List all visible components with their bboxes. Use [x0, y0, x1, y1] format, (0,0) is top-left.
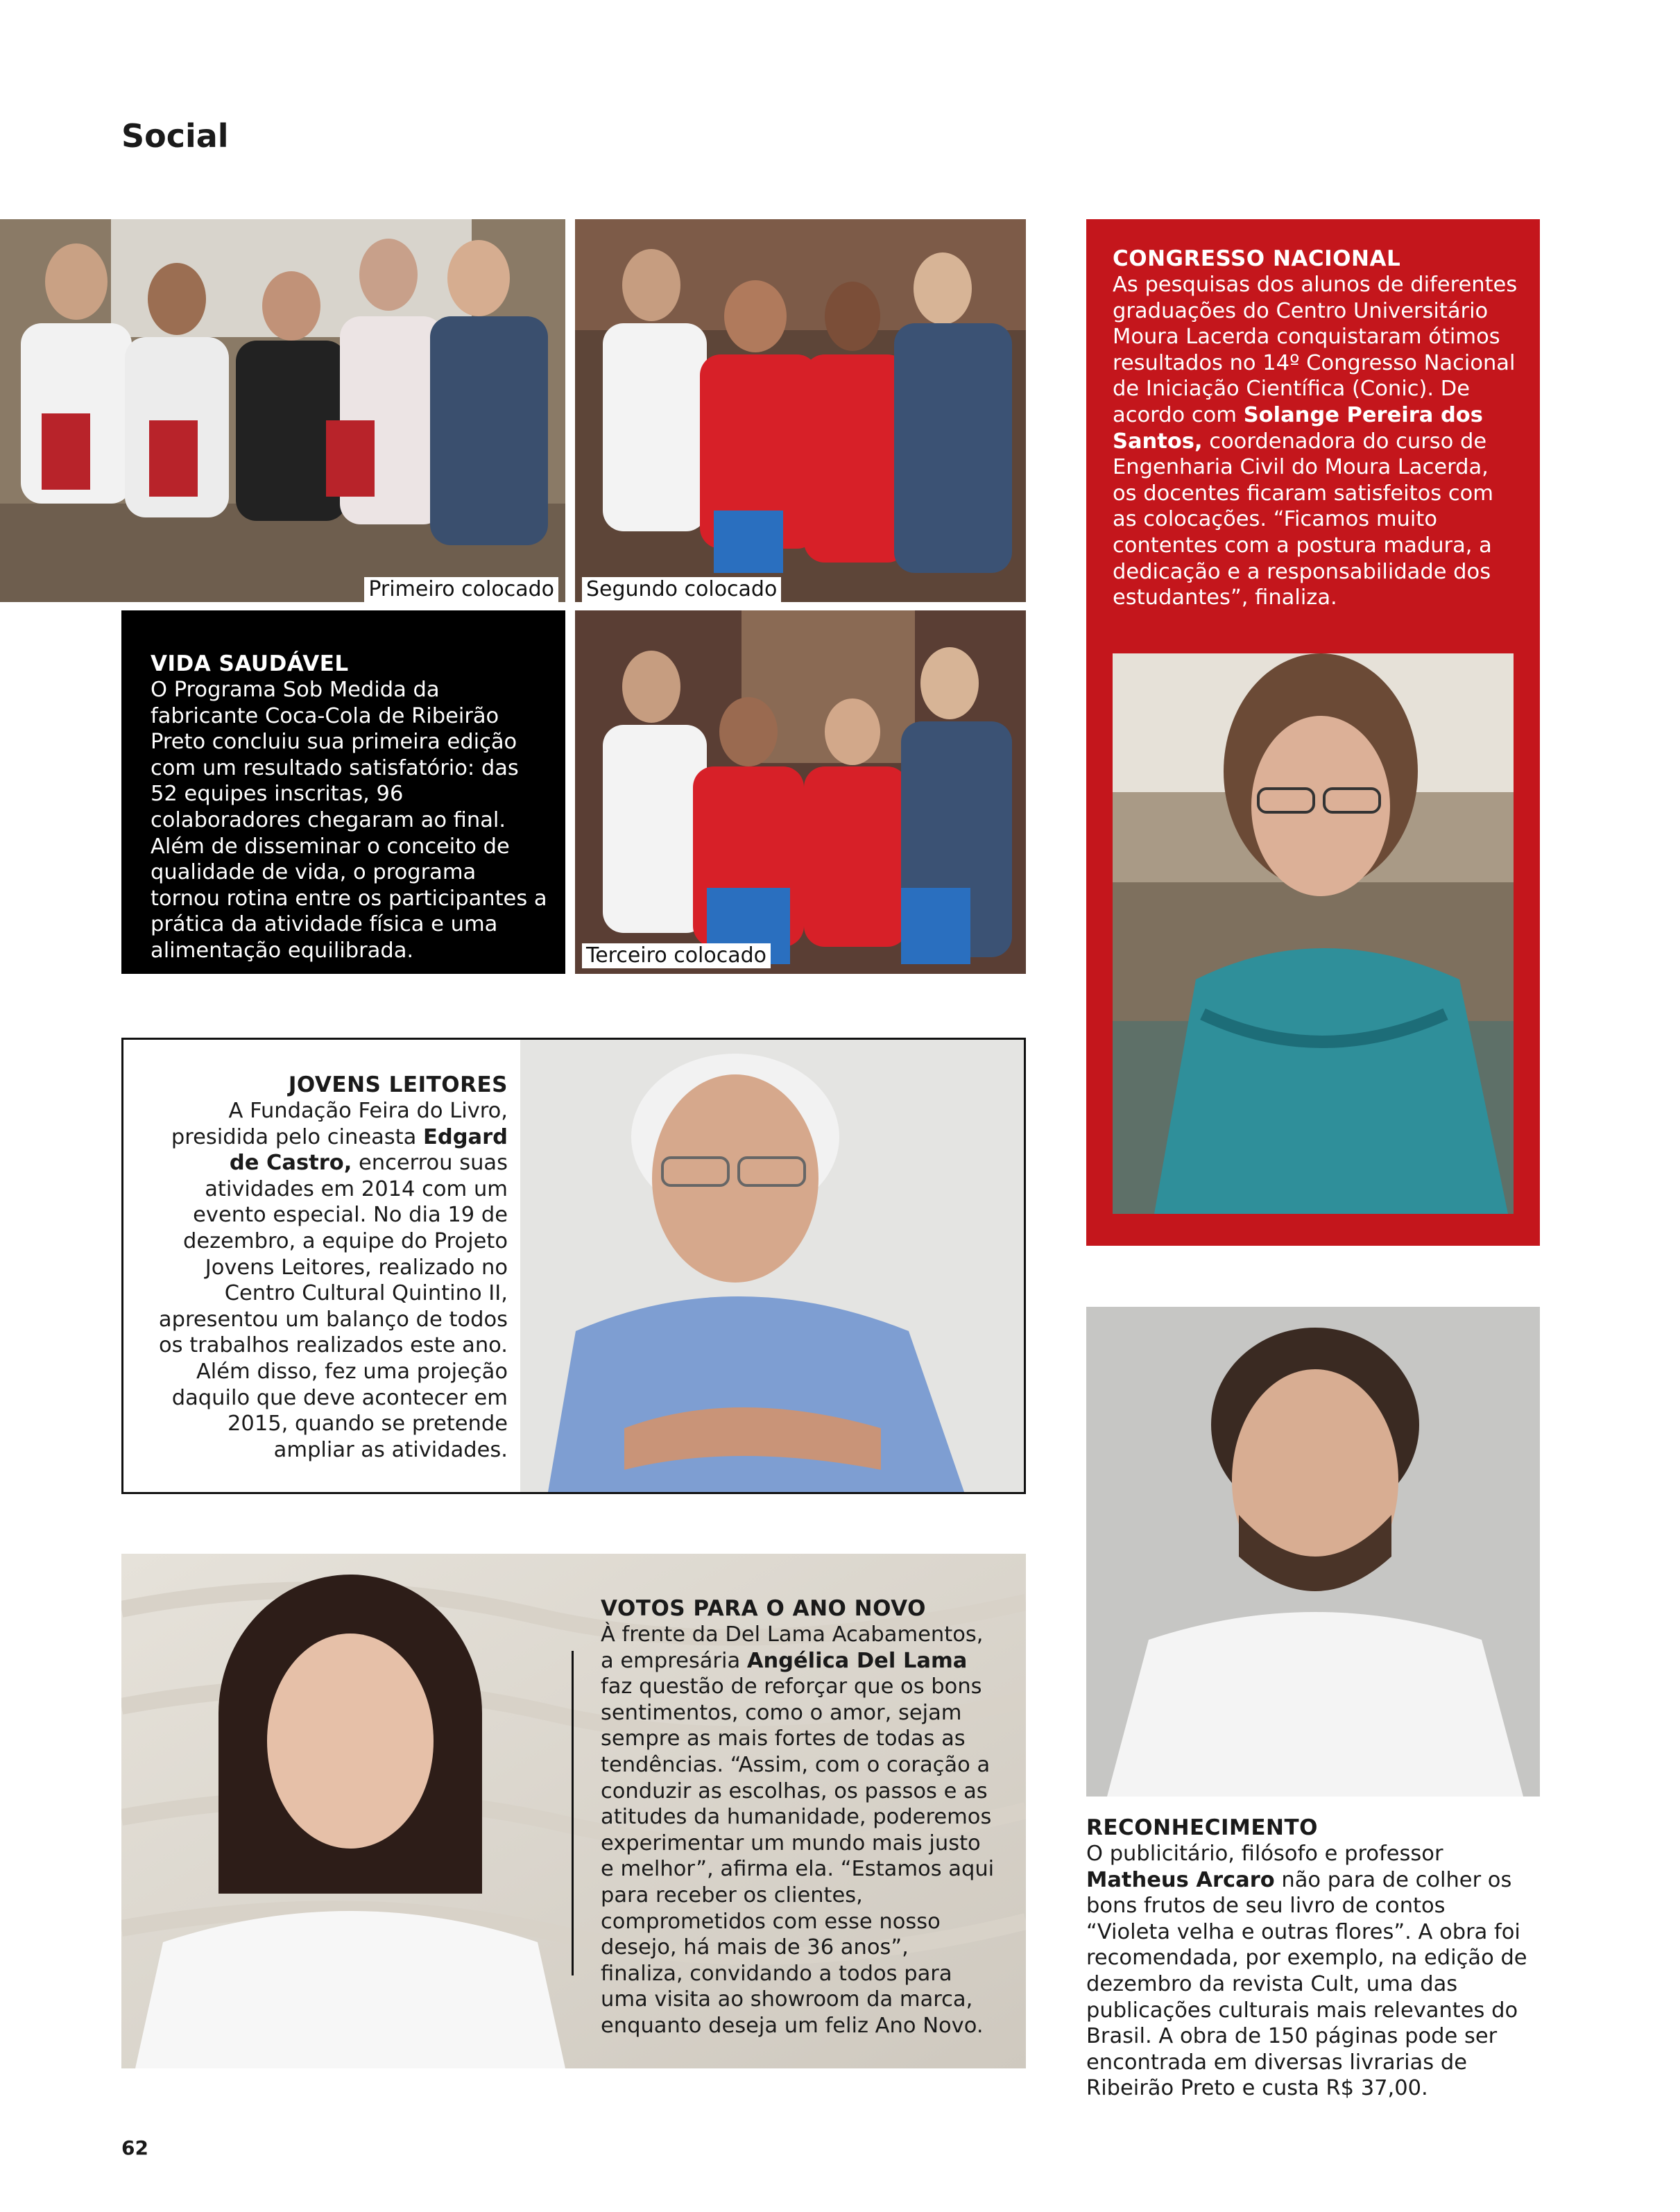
photo-second-place	[575, 219, 1026, 602]
caption-second-place: Segundo colocado	[582, 577, 781, 602]
votos-text-2: faz questão de reforçar que os bons sentimentos, como o amor, sejam sempre as mais fortes de todas as tendências. “Assim, com o coração a conduzir as escolhas, os passos e as atitudes da humanidade, poderemos experimentar um mundo mais justo e melhor”, afirma ela. “Estamos aqui para receber os clientes, comprometidos com esse nosso desejo, há mais de 36 anos”, finaliza, convidando a todos para uma visita ao showroom da marca, enquanto deseja um feliz Ano Novo.	[601, 1674, 995, 2038]
votos-name: Angélica Del Lama	[746, 1648, 968, 1673]
page-number: 62	[121, 2136, 148, 2159]
vida-saudavel-text: O Programa Sob Medida da fabricante Coca-Cola de Ribeirão Preto concluiu sua primeira edição com um resultado satisfatório: das 52 equipes inscritas, 96 colaboradores chegaram ao final. Além de disseminar o conceito de qualidade de vida, o programa tornou rotina entre os participantes a prática da atividade física e uma alimentação equilibrada.	[151, 678, 547, 963]
jovens-leitores-text-1: A Fundação Feira do Livro, presidida pelo cineasta	[171, 1099, 508, 1149]
congresso-text-2: coordenadora do curso de Engenharia Civil do Moura Lacerda, os docentes ficaram satisfeitos com as colocações. “Ficamos muito contentes com a postura madura, a dedicação e a responsabilidade dos estudantes”, finaliza.	[1113, 429, 1493, 610]
photo-matheus	[1086, 1307, 1540, 1797]
jovens-leitores-name: Edgard de Castro,	[229, 1124, 508, 1176]
section-header: Social	[121, 117, 229, 155]
jovens-leitores-box	[121, 1038, 1026, 1494]
congresso-title: CONGRESSO NACIONAL	[1113, 246, 1401, 271]
votos-text	[601, 1622, 995, 2039]
jovens-leitores-text	[144, 1098, 508, 1463]
votos-divider	[572, 1651, 574, 1975]
congresso-box	[1086, 219, 1540, 1246]
caption-third-place: Terceiro colocado	[582, 943, 771, 968]
vida-saudavel-box	[121, 610, 565, 974]
caption-first-place: Primeiro colocado	[364, 577, 558, 602]
congresso-text-1: As pesquisas dos alunos de diferentes graduações do Centro Universitário Moura Lacerda conquistaram ótimos resultados no 14º Congresso Nacional de Iniciação Científica (Conic). De acordo com	[1113, 273, 1518, 427]
photo-edgard	[520, 1040, 1024, 1492]
reconhecimento-text-2: não para de colher os bons frutos de seu livro de contos “Violeta velha e outras flores”. A obra foi recomendada, por exemplo, na edição de dezembro da revista Cult, uma das publicações culturais mais relevantes do Brasil. A obra de 150 páginas pode ser encontrada em diversas livrarias de Ribeirão Preto e custa R$ 37,00.	[1086, 1867, 1527, 2101]
reconhecimento-text	[1086, 1841, 1534, 2102]
vida-saudavel-title: VIDA SAUDÁVEL	[151, 651, 349, 676]
photo-third-place	[575, 610, 1026, 974]
congresso-text	[1113, 272, 1518, 611]
photo-first-place	[0, 219, 565, 602]
votos-title: VOTOS PARA O ANO NOVO	[601, 1596, 926, 1621]
reconhecimento-title: RECONHECIMENTO	[1086, 1815, 1318, 1840]
jovens-leitores-text-2: encerrou suas atividades em 2014 com um evento especial. No dia 19 de dezembro, a equipe do Projeto Jovens Leitores, realizado no Centro Cultural Quintino II, apresentou um balanço de todos os trabalhos realizados este ano. Além disso, fez uma projeção daquilo que deve acontecer em 2015, quando se pretende ampliar as atividades.	[158, 1151, 508, 1462]
reconhecimento-name: Matheus Arcaro	[1086, 1867, 1275, 1892]
reconhecimento-text-1: O publicitário, filósofo e professor	[1086, 1842, 1443, 1866]
jovens-leitores-title: JOVENS LEITORES	[288, 1072, 508, 1097]
photo-solange	[1113, 653, 1514, 1214]
votos-text-1: À frente da Del Lama Acabamentos, a empresária	[601, 1622, 984, 1673]
congresso-name: Solange Pereira dos Santos,	[1113, 402, 1483, 454]
